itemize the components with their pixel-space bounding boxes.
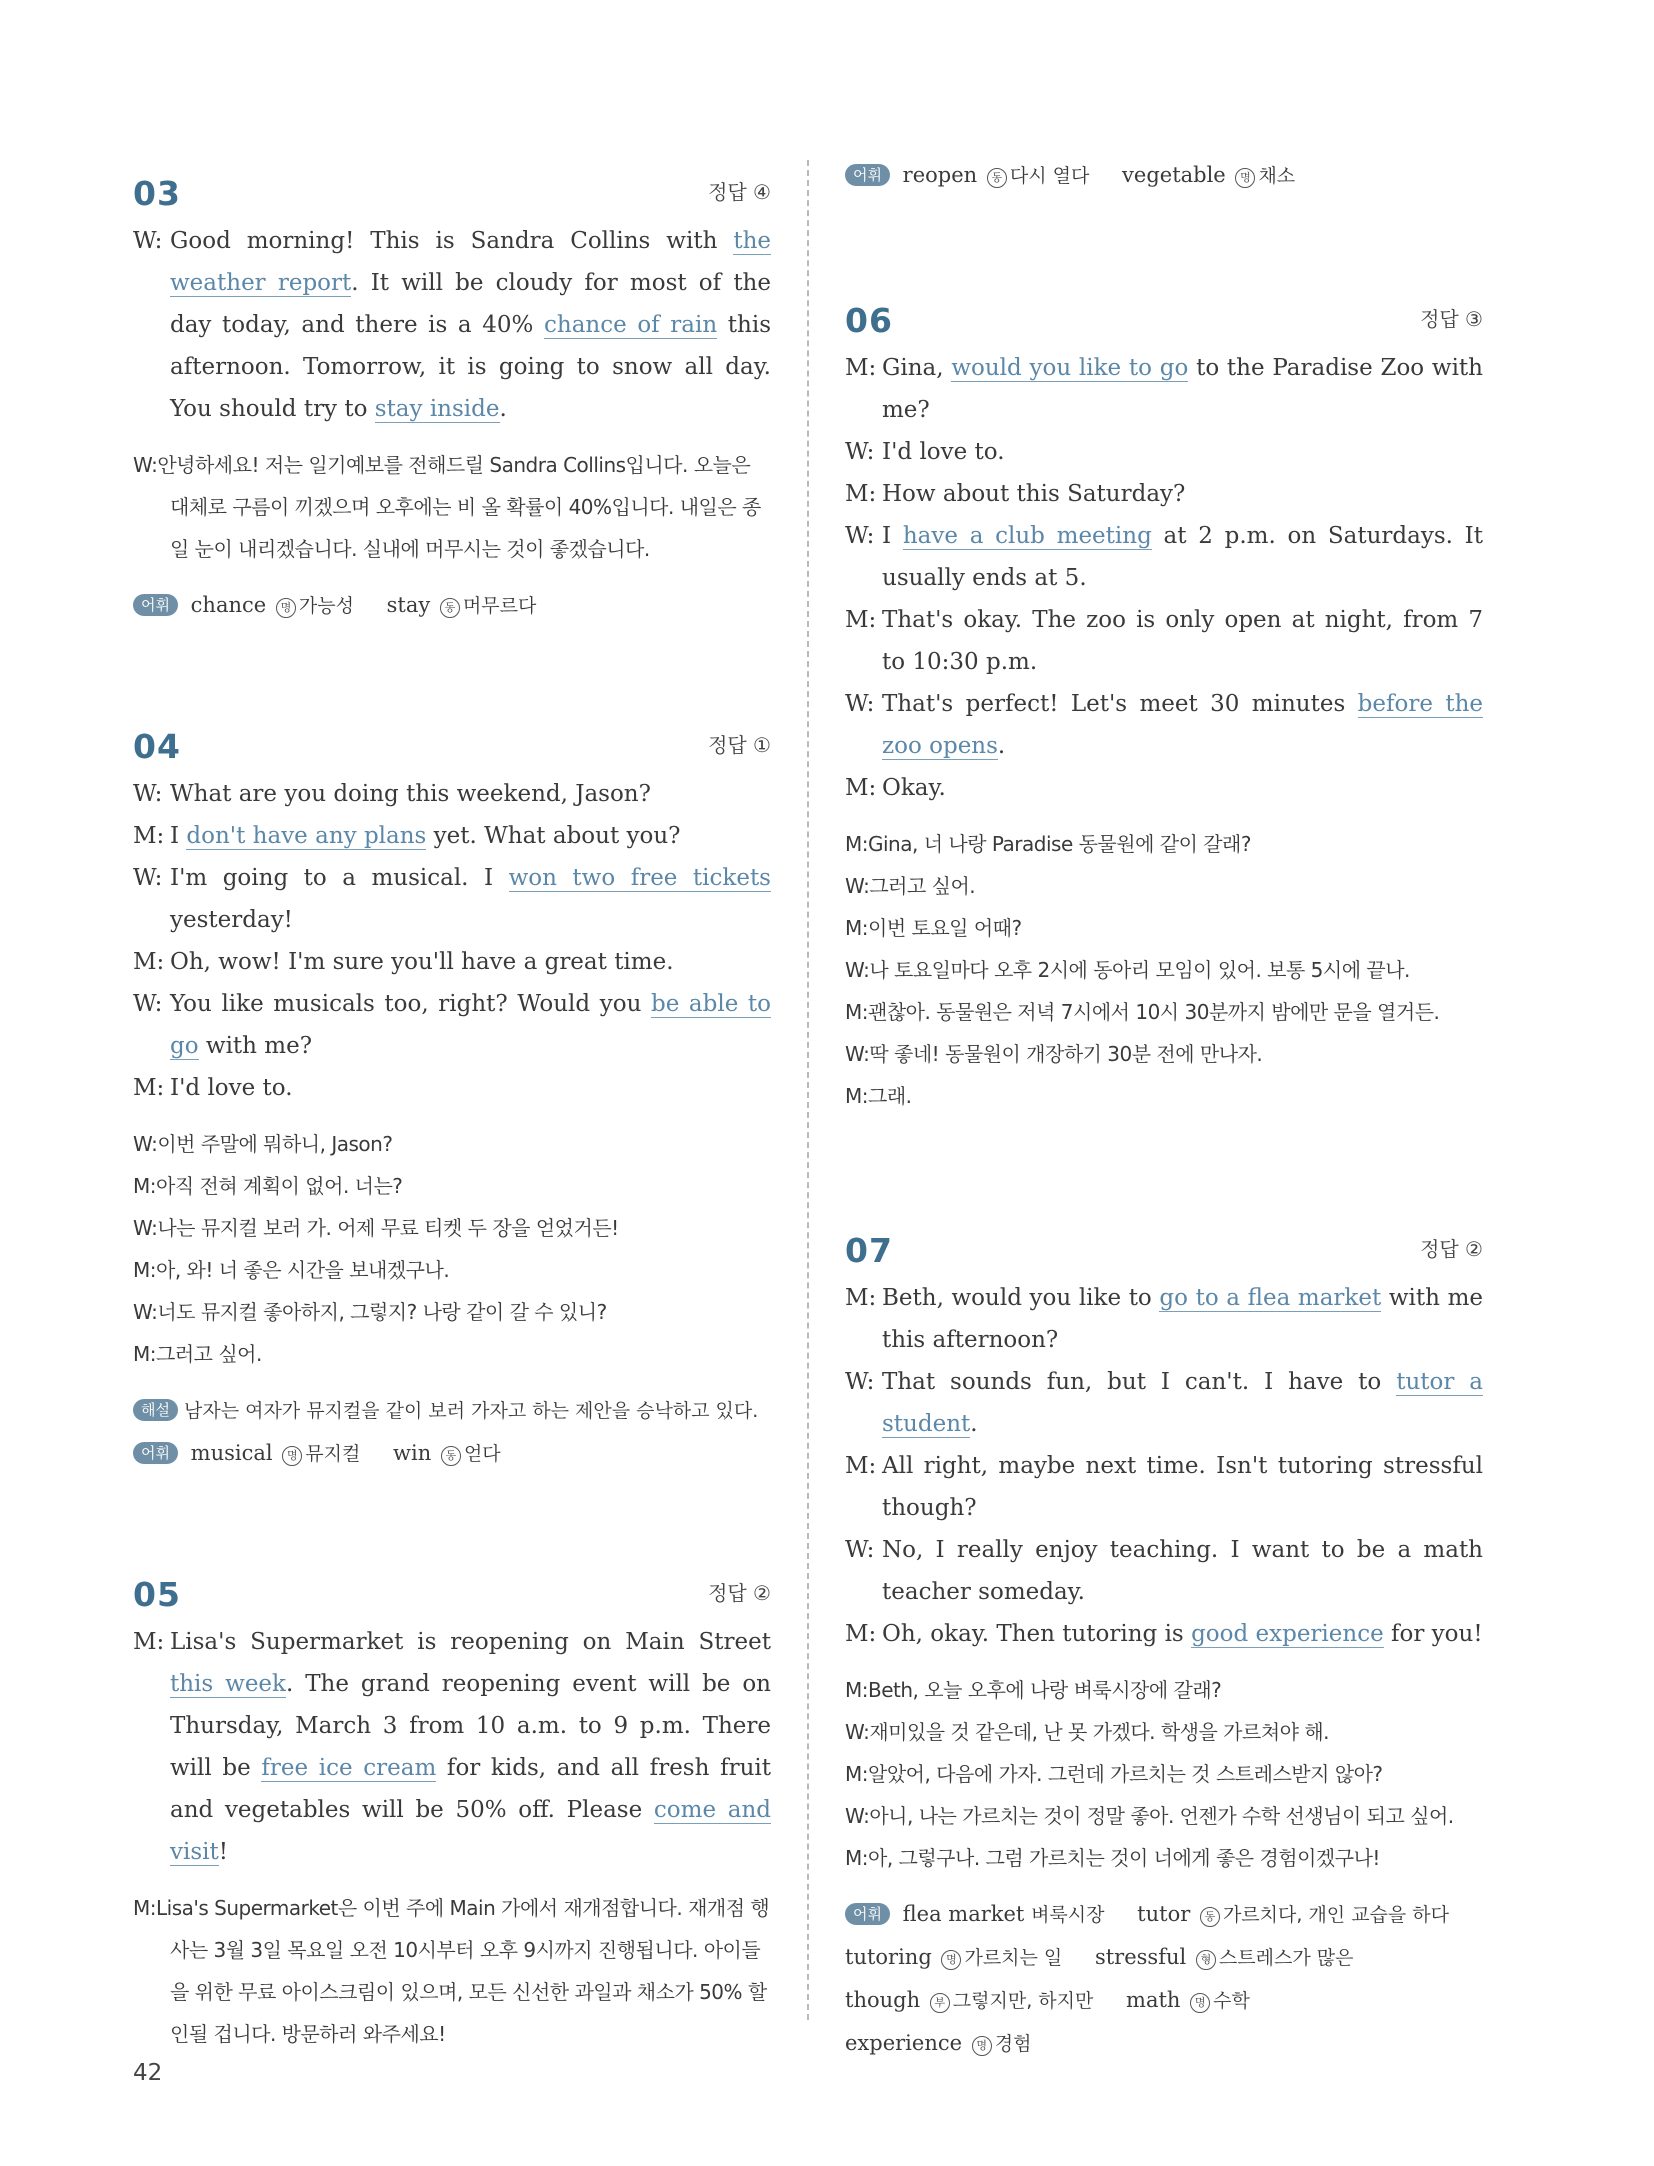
vocab-line: 어휘 chance 명 가능성 stay 동 머무르다 bbox=[133, 584, 771, 627]
section-03 bbox=[133, 160, 771, 627]
dialogue-line: W: I'm going to a musical. I won two free tickets yesterday! bbox=[133, 865, 771, 933]
blank-answer: go to a flea market bbox=[1159, 1285, 1382, 1311]
vocab-line: 어휘 flea market 벼룩시장 tutor 동 가르치다, 개인 교습을 하다 tutoring 명 가르치는 일 stressful 형 스트레스가 많은 though 부 그렇지만, 하지만 math 명 수학 experience 명 경험 bbox=[845, 1902, 1450, 2055]
answer-label: 정답 ④ bbox=[708, 180, 771, 204]
translation-line: W:이번 주말에 뭐하니, Jason? bbox=[133, 1132, 393, 1156]
dialogue-line: W: No, I really enjoy teaching. I want to be a math teacher someday. bbox=[845, 1537, 1483, 1605]
translation-line: M:알았어, 다음에 가자. 그런데 가르치는 것 스트레스받지 않아? bbox=[845, 1762, 1383, 1786]
translation-line: W:딱 좋네! 동물원이 개장하기 30분 전에 만나자. bbox=[845, 1042, 1263, 1066]
vocab-badge: 어휘 bbox=[845, 1903, 890, 1925]
answer-label: 정답 ② bbox=[708, 1581, 771, 1605]
blank-answer: good experience bbox=[1191, 1621, 1384, 1647]
section-05 bbox=[133, 1561, 771, 2055]
translation-line: W:안녕하세요! 저는 일기예보를 전해드릴 Sandra Collins입니다. 오늘은 대체로 구름이 끼겠으며 오후에는 비 올 확률이 40%입니다. 내일은 종일 눈이 내리겠습니다. 실내에 머무시는 것이 좋겠습니다. bbox=[133, 453, 761, 561]
translation-line: M:아직 전혀 계획이 없어. 너는? bbox=[133, 1174, 403, 1198]
translation-line: M:그러고 싶어. bbox=[133, 1342, 262, 1366]
section-07 bbox=[845, 1217, 1483, 2065]
blank-answer: before the zoo opens bbox=[882, 691, 1483, 759]
dialogue-line: M: Okay. bbox=[845, 775, 946, 801]
blank-answer: this week bbox=[170, 1671, 286, 1697]
dialogue-line: M: Oh, wow! I'm sure you'll have a great time. bbox=[133, 949, 674, 975]
blank-answer: the weather report bbox=[170, 228, 771, 296]
dialogue-line: W: What are you doing this weekend, Jason? bbox=[133, 781, 651, 807]
dialogue-line: M: Beth, would you like to go to a flea market with me this afternoon? bbox=[845, 1285, 1483, 1353]
translation-line: M:Gina, 너 나랑 Paradise 동물원에 같이 갈래? bbox=[845, 832, 1251, 856]
blank-answer: chance of rain bbox=[544, 312, 718, 338]
section-header bbox=[133, 160, 771, 220]
vocab-line: 어휘 musical 명 뮤지컬 win 동 얻다 bbox=[133, 1432, 771, 1475]
section-number: 06 bbox=[845, 301, 893, 340]
answer-label: 정답 ① bbox=[708, 733, 771, 757]
translation-line: W:나 토요일마다 오후 2시에 동아리 모임이 있어. 보통 5시에 끝나. bbox=[845, 958, 1410, 982]
vocab-line: 어휘 reopen 동 다시 열다 vegetable 명 채소 bbox=[845, 154, 1483, 197]
section-number: 04 bbox=[133, 727, 181, 766]
dialogue-line: W: You like musicals too, right? Would you be able to go with me? bbox=[133, 991, 771, 1059]
blank-answer: have a club meeting bbox=[902, 523, 1152, 549]
translation-line: W:재미있을 것 같은데, 난 못 가겠다. 학생을 가르쳐야 해. bbox=[845, 1720, 1329, 1744]
right-column bbox=[845, 160, 1483, 2065]
translation-line: M:이번 토요일 어때? bbox=[845, 916, 1022, 940]
dialogue-line: M: All right, maybe next time. Isn't tutoring stressful though? bbox=[845, 1453, 1483, 1521]
explanation-line: 해설 남자는 여자가 뮤지컬을 같이 보러 가자고 하는 제안을 승낙하고 있다. bbox=[133, 1389, 771, 1432]
translation-line: M:그래. bbox=[845, 1084, 912, 1108]
dialogue-line: W: I'd love to. bbox=[845, 439, 1005, 465]
translation-line: M:Beth, 오늘 오후에 나랑 벼룩시장에 갈래? bbox=[845, 1678, 1222, 1702]
blank-answer: would you like to go bbox=[951, 355, 1189, 381]
translation-line: W:나는 뮤지컬 보러 가. 어제 무료 티켓 두 장을 얻었거든! bbox=[133, 1216, 619, 1240]
dialogue-line: M: I'd love to. bbox=[133, 1075, 293, 1101]
dialogue-line: W: Good morning! This is Sandra Collins with the weather report. It will be cloudy for most of the day today, and there is a 40% chance of rain this afternoon. Tomorrow, it is going to snow all day. You should try to stay inside. bbox=[133, 228, 771, 422]
section-04 bbox=[133, 713, 771, 1475]
section-header bbox=[133, 1561, 771, 1621]
dialogue-line: M: Lisa's Supermarket is reopening on Main Street this week. The grand reopening event will be on Thursday, March 3 from 10 a.m. to 9 p.m. There will be free ice cream for kids, and all fresh fruit and vegetables will be 50% off. Please come and visit! bbox=[133, 1629, 771, 1865]
dialogue-line: M: Oh, okay. Then tutoring is good experience for you! bbox=[845, 1621, 1483, 1647]
translation-line: W:아니, 나는 가르치는 것이 정말 좋아. 언젠가 수학 선생님이 되고 싶어. bbox=[845, 1804, 1454, 1828]
dialogue-line: W: That's perfect! Let's meet 30 minutes before the zoo opens. bbox=[845, 691, 1483, 759]
blank-answer: be able to go bbox=[170, 991, 771, 1059]
blank-answer: stay inside bbox=[374, 396, 500, 422]
page-number: 42 bbox=[133, 2060, 163, 2086]
dialogue-line: M: Gina, would you like to go to the Paradise Zoo with me? bbox=[845, 355, 1483, 423]
vocab-badge: 어휘 bbox=[133, 1442, 178, 1464]
column-divider bbox=[807, 160, 809, 2020]
section-06 bbox=[845, 287, 1483, 1117]
section-number: 03 bbox=[133, 174, 181, 213]
dialogue-line: W: I have a club meeting at 2 p.m. on Saturdays. It usually ends at 5. bbox=[845, 523, 1483, 591]
translation-line: W:그러고 싶어. bbox=[845, 874, 976, 898]
blank-answer: won two free tickets bbox=[508, 865, 771, 891]
dialogue-line: M: That's okay. The zoo is only open at night, from 7 to 10:30 p.m. bbox=[845, 607, 1483, 675]
blank-answer: tutor a student bbox=[882, 1369, 1483, 1437]
translation-line: M:Lisa's Supermarket은 이번 주에 Main 가에서 재개점합니다. 재개점 행사는 3월 3일 목요일 오전 10시부터 오후 9시까지 진행됩니다. 아이들을 위한 무료 아이스크림이 있으며, 모든 신선한 과일과 채소가 50% 할인될 겁니다. 방문하러 와주세요! bbox=[133, 1896, 770, 2046]
blank-answer: come and visit bbox=[170, 1797, 771, 1865]
translation-line: M:아, 와! 너 좋은 시간을 보내겠구나. bbox=[133, 1258, 450, 1282]
dialogue-line: W: That sounds fun, but I can't. I have to tutor a student. bbox=[845, 1369, 1483, 1437]
dialogue-line: M: I don't have any plans yet. What about you? bbox=[133, 823, 681, 849]
section-number: 07 bbox=[845, 1231, 893, 1270]
translation-line: M:아, 그렇구나. 그럼 가르치는 것이 너에게 좋은 경험이겠구나! bbox=[845, 1846, 1380, 1870]
answer-label: 정답 ③ bbox=[1420, 307, 1483, 331]
section-header bbox=[845, 1217, 1483, 1277]
dialogue-line: M: How about this Saturday? bbox=[845, 481, 1186, 507]
translation-line: M:괜찮아. 동물원은 저녁 7시에서 10시 30분까지 밤에만 문을 열거든. bbox=[845, 1000, 1440, 1024]
translation-line: W:너도 뮤지컬 좋아하지, 그렇지? 나랑 같이 갈 수 있니? bbox=[133, 1300, 607, 1324]
vocab-badge: 어휘 bbox=[845, 164, 890, 186]
answer-label: 정답 ② bbox=[1420, 1237, 1483, 1261]
explanation-badge: 해설 bbox=[133, 1399, 178, 1421]
blank-answer: don't have any plans bbox=[186, 823, 427, 849]
vocab-badge: 어휘 bbox=[133, 594, 178, 616]
blank-answer: free ice cream bbox=[261, 1755, 437, 1781]
section-header bbox=[845, 287, 1483, 347]
section-number: 05 bbox=[133, 1575, 181, 1614]
left-column bbox=[133, 160, 771, 2055]
section-header bbox=[133, 713, 771, 773]
